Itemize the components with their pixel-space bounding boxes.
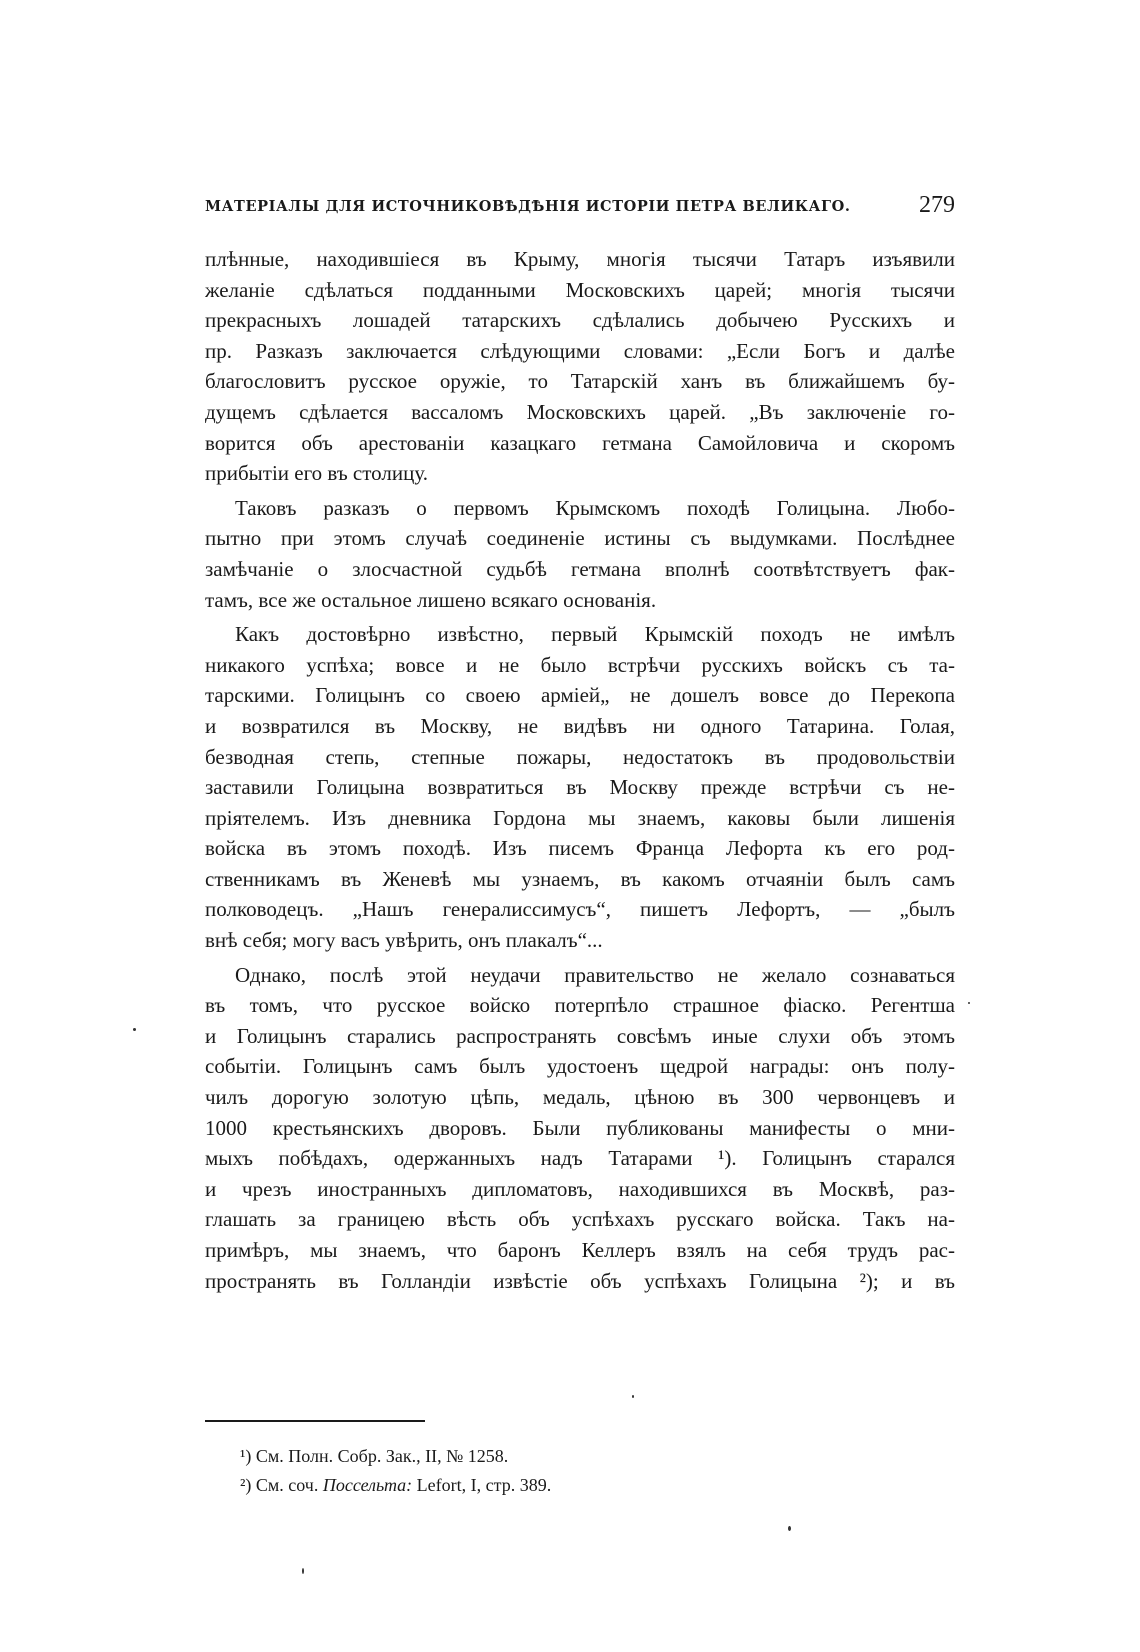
footnote-text: См. Полн. Собр. Зак., II, № 1258. xyxy=(255,1446,509,1466)
text-line: прекрасныхъ лошадей татарскихъ сдѣлались добычею Русскихъ и xyxy=(205,308,955,333)
text-line: заставили Голицына возвратиться въ Москву прежде встрѣчи съ не- xyxy=(205,775,955,800)
footnote-divider xyxy=(205,1420,425,1422)
running-head xyxy=(205,192,955,220)
text-line: желаніе сдѣлаться подданными Московскихъ царей; многія тысячи xyxy=(205,277,955,302)
paragraph xyxy=(205,493,955,615)
text-line: прибытіи его въ столицу. xyxy=(205,461,428,486)
text-line: тарскими. Голицынъ со своею арміей„ не дошелъ вовсе до Перекопа xyxy=(205,683,955,708)
scan-speck xyxy=(302,1568,304,1574)
text-line: пространять въ Голландіи извѣстіе объ успѣхахъ Голицына ²); и въ xyxy=(205,1268,955,1293)
text-line: благословитъ русское оружіе, то Татарскій ханъ въ ближайшемъ бу- xyxy=(205,369,955,394)
scan-speck xyxy=(968,1002,970,1004)
text-line: ворится объ арестованіи казацкаго гетмана Самойловича и скоромъ xyxy=(205,430,955,455)
text-line: пріятелемъ. Изъ дневника Гордона мы знаемъ, каковы были лишенія xyxy=(205,805,955,830)
text-line: замѣчаніе о злосчастной судьбѣ гетмана вполнѣ соотвѣтствуетъ фак- xyxy=(205,556,955,581)
text-line: чилъ дорогую золотую цѣпь, медаль, цѣною въ 300 червонцевъ и xyxy=(205,1085,955,1110)
paragraph xyxy=(205,619,955,956)
text-line: и чрезъ иностранныхъ дипломатовъ, находившихся въ Москвѣ, раз- xyxy=(205,1176,955,1201)
scan-speck xyxy=(632,1395,634,1398)
text-line: Однако, послѣ этой неудачи правительство не желало сознаваться xyxy=(235,962,955,987)
running-title: МАТЕРІАЛЫ ДЛЯ ИСТОЧНИКОВѢДѢНІЯ ИСТОРІИ ПЕТРА ВЕЛИКАГО. xyxy=(205,198,851,215)
text-line: 1000 крестьянскихъ дворовъ. Были публикованы манифесты о мни- xyxy=(205,1115,955,1140)
text-line: и Голицынъ старались распространять совсѣмъ иные слухи объ этомъ xyxy=(205,1023,955,1048)
footnote-mark: ¹) xyxy=(240,1446,252,1466)
text-line: дущемъ сдѣлается вассаломъ Московскихъ царей. „Въ заключеніе го- xyxy=(205,399,955,424)
footnote-mark: ²) xyxy=(240,1475,252,1495)
text-line: глашать за границею вѣсть объ успѣхахъ русскаго войска. Такъ на- xyxy=(205,1207,955,1232)
body-text xyxy=(205,244,955,1296)
text-line: пр. Разказъ заключается слѣдующими словами: „Если Богъ и далѣе xyxy=(205,338,955,363)
text-line: мыхъ побѣдахъ, одержанныхъ надъ Татарами ¹). Голицынъ старался xyxy=(205,1146,955,1171)
text-line: безводная степь, степные пожары, недостатокъ въ продовольствіи xyxy=(205,744,955,769)
text-line: внѣ себя; могу васъ увѣрить, онъ плакалъ“... xyxy=(205,928,603,953)
text-line: Таковъ разказъ о первомъ Крымскомъ походѣ Голицына. Любо- xyxy=(235,495,955,520)
text-line: и возвратился въ Москву, не видѣвъ ни одного Татарина. Голая, xyxy=(205,713,955,738)
text-line: пытно при этомъ случаѣ соединеніе истины съ выдумками. Послѣднее xyxy=(205,526,955,551)
footnote-1 xyxy=(240,1442,940,1471)
text-line: никакого успѣха; вовсе и не было встрѣчи русскихъ войскъ съ та- xyxy=(205,652,955,677)
text-line: примѣръ, мы знаемъ, что баронъ Келлеръ взялъ на себя трудъ рас- xyxy=(205,1238,955,1262)
footnotes xyxy=(240,1442,940,1500)
scan-speck xyxy=(788,1526,791,1531)
scan-speck xyxy=(133,1028,136,1031)
text-line: войска въ этомъ походѣ. Изъ писемъ Франца Лефорта къ его род- xyxy=(205,836,955,861)
text-line: ственникамъ въ Женевѣ мы узнаемъ, въ какомъ отчаяніи былъ самъ xyxy=(205,866,955,891)
text-line: въ томъ, что русское войско потерпѣло страшное фіаско. Регентша xyxy=(205,993,955,1018)
text-line: событіи. Голицынъ самъ былъ удостоенъ щедрой награды: онъ полу- xyxy=(205,1054,955,1079)
page-number: 279 xyxy=(919,192,955,218)
footnote-text: См. соч. xyxy=(255,1475,319,1495)
footnote-text: Lefort, I, стр. 389. xyxy=(416,1475,552,1495)
text-line: плѣнные, находившіеся въ Крыму, многія тысячи Татаръ изъявили xyxy=(205,247,955,271)
text-line: полководецъ. „Нашъ генералиссимусъ“, пишетъ Лефортъ, — „былъ xyxy=(205,897,955,922)
text-line: Какъ достовѣрно извѣстно, первый Крымскій походъ не имѣлъ xyxy=(235,622,955,647)
footnote-2 xyxy=(240,1471,940,1500)
footnote-author: Поссельта: xyxy=(322,1475,413,1495)
paragraph xyxy=(205,244,955,489)
text-line: тамъ, все же остальное лишено всякаго основанія. xyxy=(205,587,657,612)
paragraph xyxy=(205,960,955,1297)
